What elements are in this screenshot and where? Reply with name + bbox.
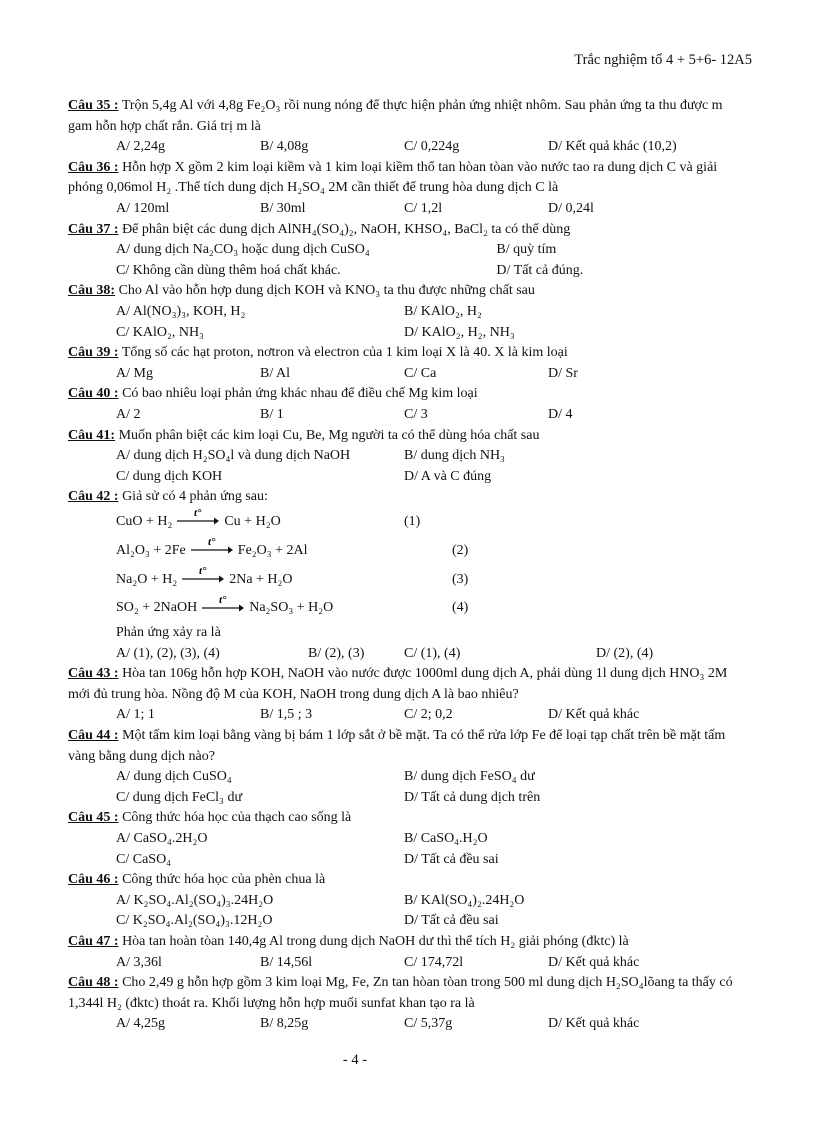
question-41 (68, 426, 750, 447)
options-41-row1 (68, 446, 750, 467)
option-d: D/ Tất cả đúng. (496, 262, 584, 278)
question-label: Câu 38: (68, 283, 116, 299)
heat-arrow-icon (176, 508, 220, 536)
question-text: Cho 2,49 g hỗn hợp gồm 3 kim loại Mg, Fe, Zn tan hòan tòan trong 500 ml dung dịch H₂SO₄lõang ta thấy có 1,344l H₂ (đktc) thoát ra. Khối lượng hỗn hợp muối sunfat khan tạo ra là (68, 975, 733, 1011)
option-b: B/ 1,5 ; 3 (260, 707, 313, 723)
option-b: B/ KAl(SO₄)₂.24H₂O (404, 892, 525, 908)
page-number: - 4 - (342, 1052, 368, 1068)
option-a: A/ 4,25g (116, 1016, 165, 1032)
option-d: D/ Sr (548, 365, 578, 381)
option-d: D/ KAlO₂, H₂, NH₃ (404, 324, 515, 340)
option-c: C/ 2; 0,2 (404, 707, 453, 723)
options-43 (68, 705, 750, 726)
option-d: D/ Kết quả khác (548, 707, 640, 723)
question-40 (68, 384, 750, 405)
option-b: B/ 4,08g (260, 139, 309, 155)
option-d: D/ Kết quả khác (548, 954, 640, 970)
question-43 (68, 664, 750, 705)
option-b: B/ 1 (260, 406, 284, 422)
arrow-label: t° (207, 537, 216, 549)
options-35 (68, 137, 750, 158)
question-label: Câu 41: (68, 427, 116, 443)
options-45-row1 (68, 829, 750, 850)
question-39 (68, 343, 750, 364)
option-c: C/ 5,37g (404, 1016, 453, 1032)
reaction-number: (3) (452, 571, 469, 587)
option-a: A/ 3,36l (116, 954, 162, 970)
question-text: Trộn 5,4g Al với 4,8g Fe₂O₃ rồi nung nóng để thực hiện phản ứng nhiệt nhôm. Sau phản ứng ta thu được m gam hỗn hợp chất rắn. Giá trị m là (68, 98, 723, 134)
options-36 (68, 199, 750, 220)
question-47 (68, 932, 750, 953)
question-label: Câu 44 : (68, 728, 119, 744)
option-c: C/ 1,2l (404, 200, 443, 216)
question-label: Câu 46 : (68, 872, 119, 888)
reaction-lhs: Al₂O₃ + 2Fe (116, 542, 186, 558)
reaction-number: (2) (452, 542, 469, 558)
heat-arrow-icon (181, 566, 225, 594)
question-text: Công thức hóa học của thạch cao sống là (122, 810, 352, 826)
question-text: Hỗn hợp X gồm 2 kim loại kiềm và 1 kim loại kiềm thổ tan hòan tòan vào nước tao ra dung dịch C và giải phóng 0,06mol H₂ .Thể tích dung dịch H₂SO₄ 2M cần thiết để trung hòa dung dịch C là (68, 159, 718, 196)
question-label: Câu 39 : (68, 345, 119, 361)
options-48 (68, 1014, 750, 1035)
options-44-row2 (68, 788, 750, 809)
question-text: Hòa tan hoàn tòan 140,4g Al trong dung dịch NaOH dư thì thể tích H₂ giải phóng (đktc) là (122, 933, 629, 949)
question-label: Câu 35 : (68, 98, 119, 113)
option-d: D/ 4 (548, 406, 573, 422)
option-d: D/ Tất cả đều sai (404, 851, 499, 867)
reaction-4 (68, 594, 750, 623)
option-a: A/ 2 (116, 406, 141, 422)
question-text: Để phân biệt các dung dịch AlNH₄(SO₄)₂, NaOH, KHSO₄, BaCl₂ ta có thể dùng (122, 221, 571, 237)
option-c: C/ CaSO₄ (116, 851, 172, 867)
option-d: D/ A và C đúng (404, 468, 492, 484)
option-c: C/ dung dịch KOH (116, 468, 223, 484)
option-c: C/ 0,224g (404, 139, 460, 155)
question-text: Một tấm kim loại bằng vàng bị bám 1 lớp sắt ở bề mặt. Ta có thể rửa lớp Fe để loại tạp chất trên bề mặt tấm vàng bằng dung dịch nào? (68, 728, 726, 764)
options-39 (68, 364, 750, 385)
options-45-row2 (68, 850, 750, 871)
question-label: Câu 42 : (68, 489, 119, 505)
reaction-lhs: SO₂ + 2NaOH (116, 600, 198, 616)
question-text: Công thức hóa học của phèn chua là (122, 872, 326, 888)
reaction-number: (1) (404, 513, 421, 529)
question-text: Cho Al vào hỗn hợp dung dịch KOH và KNO₃ ta thu được những chất sau (118, 283, 535, 299)
option-b: B/ dung dịch NH₃ (404, 448, 505, 464)
options-44-row1 (68, 767, 750, 788)
arrow-label: t° (199, 566, 207, 578)
question-label: Câu 40 : (68, 386, 119, 402)
question-45 (68, 808, 750, 829)
options-38-row1 (68, 302, 750, 323)
options-41-row2 (68, 467, 750, 488)
question-label: Câu 37 : (68, 221, 119, 237)
options-46-row2 (68, 911, 750, 932)
question-text: Hòa tan 106g hỗn hợp KOH, NaOH vào nước được 1000ml dung dịch A, phải dùng 1l dung dịch HNO₃ 2M mới đủ trung hòa. Nồng độ M của KOH, NaOH trong dung dịch A là bao nhiêu? (68, 666, 728, 702)
question-text: Tổng số các hạt proton, nơtron và electron của 1 kim loại X là 40. X là kim loại (121, 345, 568, 361)
reaction-rhs: Na₂SO₃ + H₂O (249, 600, 334, 616)
question-text: Muốn phân biệt các kim loại Cu, Be, Mg người ta có thể dùng hóa chất sau (118, 427, 540, 443)
question-label: Câu 48 : (68, 975, 119, 991)
option-a: A/ (1), (2), (3), (4) (116, 645, 220, 661)
option-c: C/ 3 (404, 406, 428, 422)
option-d: D/ Tất cả đều sai (404, 913, 499, 929)
option-a: A/ dung dịch H₂SO₄l và dung dịch NaOH (116, 448, 351, 464)
option-c: C/ (1), (4) (404, 645, 461, 661)
reaction-lhs: CuO + H₂ (116, 513, 173, 529)
question-label: Câu 36 : (68, 159, 119, 175)
option-b: B/ 8,25g (260, 1016, 309, 1032)
arrow-label: t° (219, 594, 227, 606)
question-text: Có bao nhiêu loại phản ứng khác nhau để điều chế Mg kim loại (122, 386, 478, 402)
question-37 (68, 220, 750, 241)
option-a: A/ Al(NO₃)₃, KOH, H₂ (116, 303, 246, 319)
option-a: A/ 1; 1 (116, 707, 155, 723)
option-b: B/ dung dịch FeSO₄ dư (404, 769, 535, 785)
heat-arrow-icon (201, 595, 245, 623)
option-c: C/ Ca (404, 365, 437, 381)
option-d: D/ Tất cả dung dịch trên (404, 789, 541, 805)
option-c: C/ Không cần dùng thêm hoá chất khác. (116, 262, 341, 278)
page-header: Trắc nghiệm tổ 4 + 5+6- 12A5 (574, 52, 752, 68)
question-35 (68, 96, 750, 137)
option-a: A/ K₂SO₄.Al₂(SO₄)₃.24H₂O (116, 892, 274, 908)
option-d: D/ Kết quả khác (548, 1016, 640, 1032)
options-46-row1 (68, 891, 750, 912)
question-38 (68, 281, 750, 302)
question-label: Câu 45 : (68, 810, 119, 826)
option-b: B/ quỳ tím (496, 242, 557, 258)
reaction-rhs: Cu + H₂O (224, 513, 281, 529)
options-37-row1 (68, 240, 750, 261)
option-a: A/ 2,24g (116, 139, 165, 155)
reaction-1 (68, 508, 750, 537)
question-42 (68, 487, 750, 508)
option-b: B/ 14,56l (260, 954, 313, 970)
question-48 (68, 973, 750, 1014)
question-label: Câu 43 : (68, 666, 119, 682)
options-47 (68, 953, 750, 974)
option-a: A/ CaSO₄.2H₂O (116, 831, 208, 846)
options-38-row2 (68, 323, 750, 344)
option-c: C/ dung dịch FeCl₃ dư (116, 789, 243, 805)
option-b: B/ (2), (3) (308, 645, 365, 661)
question-36 (68, 158, 750, 199)
option-b: B/ Al (260, 365, 290, 381)
reaction-rhs: 2Na + H₂O (229, 571, 293, 587)
option-d: D/ Kết quả khác (10,2) (548, 139, 677, 155)
option-c: C/ K₂SO₄.Al₂(SO₄)₃.12H₂O (116, 913, 273, 929)
option-a: A/ dung dịch Na₂CO₃ hoặc dung dịch CuSO₄ (116, 242, 370, 258)
question-prompt: Phản ứng xảy ra là (116, 625, 221, 641)
option-a: A/ dung dịch CuSO₄ (116, 769, 232, 785)
option-c: C/ 174,72l (404, 954, 464, 970)
heat-arrow-icon (190, 537, 234, 565)
reaction-2 (68, 537, 750, 566)
options-37-row2 (68, 261, 750, 282)
options-40 (68, 405, 750, 426)
option-a: A/ Mg (116, 365, 153, 381)
reaction-3 (68, 565, 750, 594)
question-text: Giả sử có 4 phản ứng sau: (122, 489, 268, 505)
question-46 (68, 870, 750, 891)
arrow-label: t° (194, 508, 202, 520)
option-b: B/ KAlO₂, H₂ (404, 303, 482, 319)
options-42 (68, 644, 750, 665)
option-d: D/ 0,24l (548, 200, 594, 216)
question-list (68, 96, 750, 1035)
reaction-lhs: Na₂O + H₂ (116, 571, 178, 587)
reaction-rhs: Fe₂O₃ + 2Al (237, 542, 308, 558)
option-d: D/ (2), (4) (596, 645, 654, 661)
option-b: B/ 30ml (260, 200, 306, 216)
option-a: A/ 120ml (116, 200, 170, 216)
option-c: C/ KAlO₂, NH₃ (116, 324, 204, 340)
question-label: Câu 47 : (68, 933, 119, 949)
option-b: B/ CaSO₄.H₂O (404, 831, 488, 846)
reaction-number: (4) (452, 600, 469, 616)
question-44 (68, 726, 750, 767)
